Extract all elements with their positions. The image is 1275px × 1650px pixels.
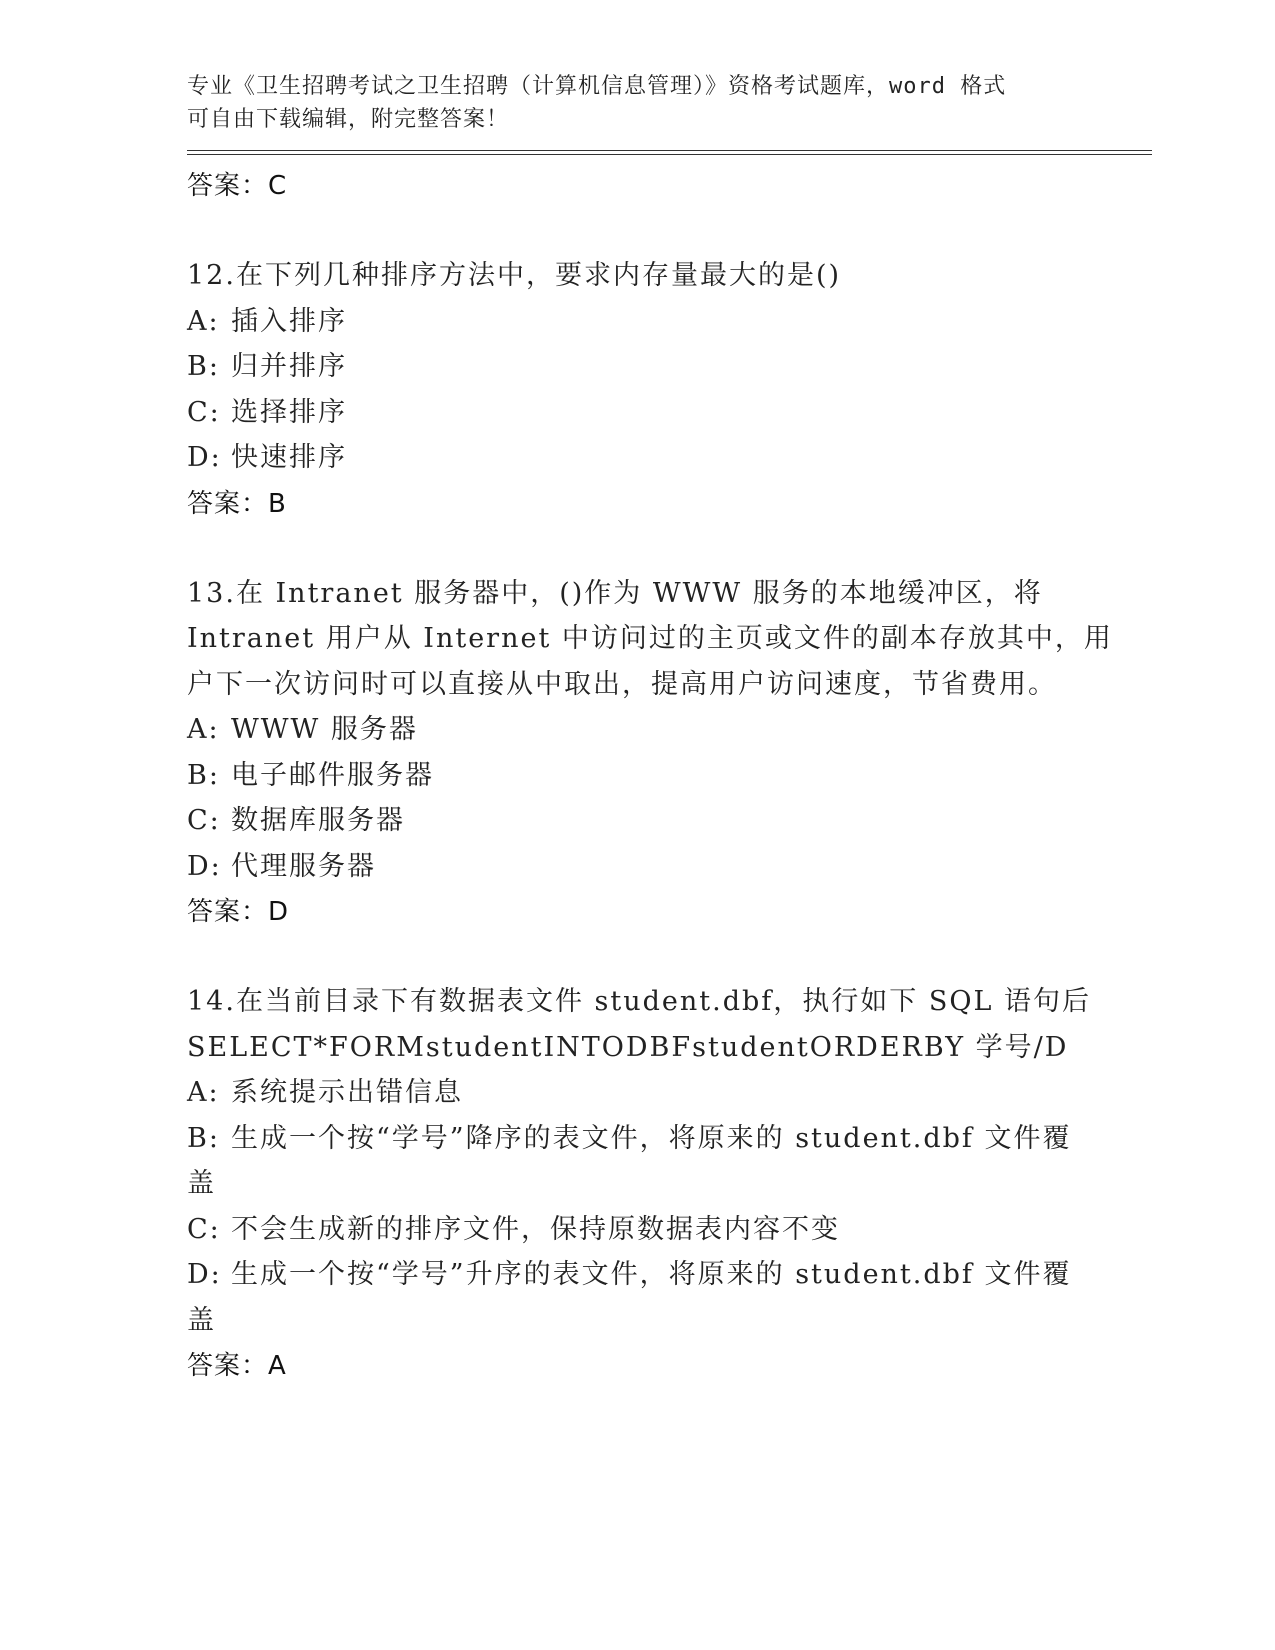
page-header bbox=[187, 70, 1152, 136]
option-a bbox=[187, 1070, 1152, 1116]
question-block bbox=[187, 571, 1152, 936]
option-d bbox=[187, 844, 1152, 890]
option-key: A: bbox=[187, 305, 220, 337]
answer-line: 答案：B bbox=[187, 488, 287, 519]
option-b bbox=[187, 344, 1152, 390]
option-a bbox=[187, 299, 1152, 345]
option-text: 选择排序 bbox=[231, 396, 347, 428]
option-key: A: bbox=[187, 714, 220, 745]
option-text: 插入排序 bbox=[231, 305, 347, 337]
question-text: 户下一次访问时可以直接从中取出，提高用户访问速度，节省费用。 bbox=[187, 668, 1057, 700]
question-text: 13.在 Intranet 服务器中，()作为 WWW 服务的本地缓冲区，将 bbox=[187, 577, 1043, 609]
option-text: 数据库服务器 bbox=[231, 805, 405, 836]
option-key: B: bbox=[187, 1122, 220, 1154]
option-text: 不会生成新的排序文件，保持原数据表内容不变 bbox=[231, 1213, 840, 1245]
option-text: 电子邮件服务器 bbox=[231, 759, 434, 791]
answer-line: 答案：C bbox=[187, 171, 288, 201]
header-line: 可自由下载编辑，附完整答案！ bbox=[187, 107, 510, 132]
option-key: D: bbox=[187, 1259, 222, 1290]
option-key: A: bbox=[187, 1077, 220, 1108]
question-text: 14.在当前目录下有数据表文件 student.dbf，执行如下 SQL 语句后 bbox=[187, 986, 1091, 1017]
answer-line: 答案：D bbox=[187, 897, 290, 927]
question-text: 12.在下列几种排序方法中，要求内存量最大的是() bbox=[187, 260, 842, 291]
option-key: B: bbox=[187, 351, 220, 382]
option-key: D: bbox=[187, 442, 222, 473]
option-key: C: bbox=[187, 805, 221, 836]
option-a bbox=[187, 707, 1152, 753]
question-text: SELECT*FORMstudentINTODBFstudentORDERBY 学号/D bbox=[187, 1031, 1069, 1063]
option-text: 代理服务器 bbox=[231, 850, 376, 882]
answer-line: 答案：A bbox=[187, 1351, 287, 1381]
option-c bbox=[187, 1207, 1152, 1253]
option-text: 生成一个按“学号”降序的表文件，将原来的 student.dbf 文件覆 bbox=[231, 1122, 1072, 1154]
option-d bbox=[187, 435, 1152, 481]
document-page bbox=[187, 70, 1152, 1389]
question-block bbox=[187, 253, 1152, 527]
option-continuation: 盖 bbox=[187, 1168, 216, 1199]
header-divider bbox=[187, 150, 1152, 155]
option-c bbox=[187, 798, 1152, 844]
option-key: C: bbox=[187, 1213, 221, 1245]
option-c bbox=[187, 390, 1152, 436]
question-block bbox=[187, 979, 1152, 1389]
option-b bbox=[187, 753, 1152, 799]
option-text: WWW 服务器 bbox=[231, 714, 418, 745]
option-b bbox=[187, 1116, 1152, 1162]
option-d bbox=[187, 1252, 1152, 1298]
option-key: B: bbox=[187, 759, 220, 791]
option-text: 归并排序 bbox=[231, 351, 347, 382]
option-continuation: 盖 bbox=[187, 1304, 216, 1336]
option-text: 系统提示出错信息 bbox=[231, 1077, 463, 1108]
option-key: C: bbox=[187, 396, 221, 428]
option-text: 快速排序 bbox=[231, 442, 347, 473]
question-text: Intranet 用户从 Internet 中访问过的主页或文件的副本存放其中，用 bbox=[187, 623, 1113, 654]
question-list bbox=[187, 253, 1152, 1389]
header-line: 专业《卫生招聘考试之卫生招聘（计算机信息管理）》资格考试题库，word 格式 bbox=[187, 74, 1007, 99]
option-key: D: bbox=[187, 850, 222, 882]
option-text: 生成一个按“学号”升序的表文件，将原来的 student.dbf 文件覆 bbox=[231, 1259, 1072, 1290]
